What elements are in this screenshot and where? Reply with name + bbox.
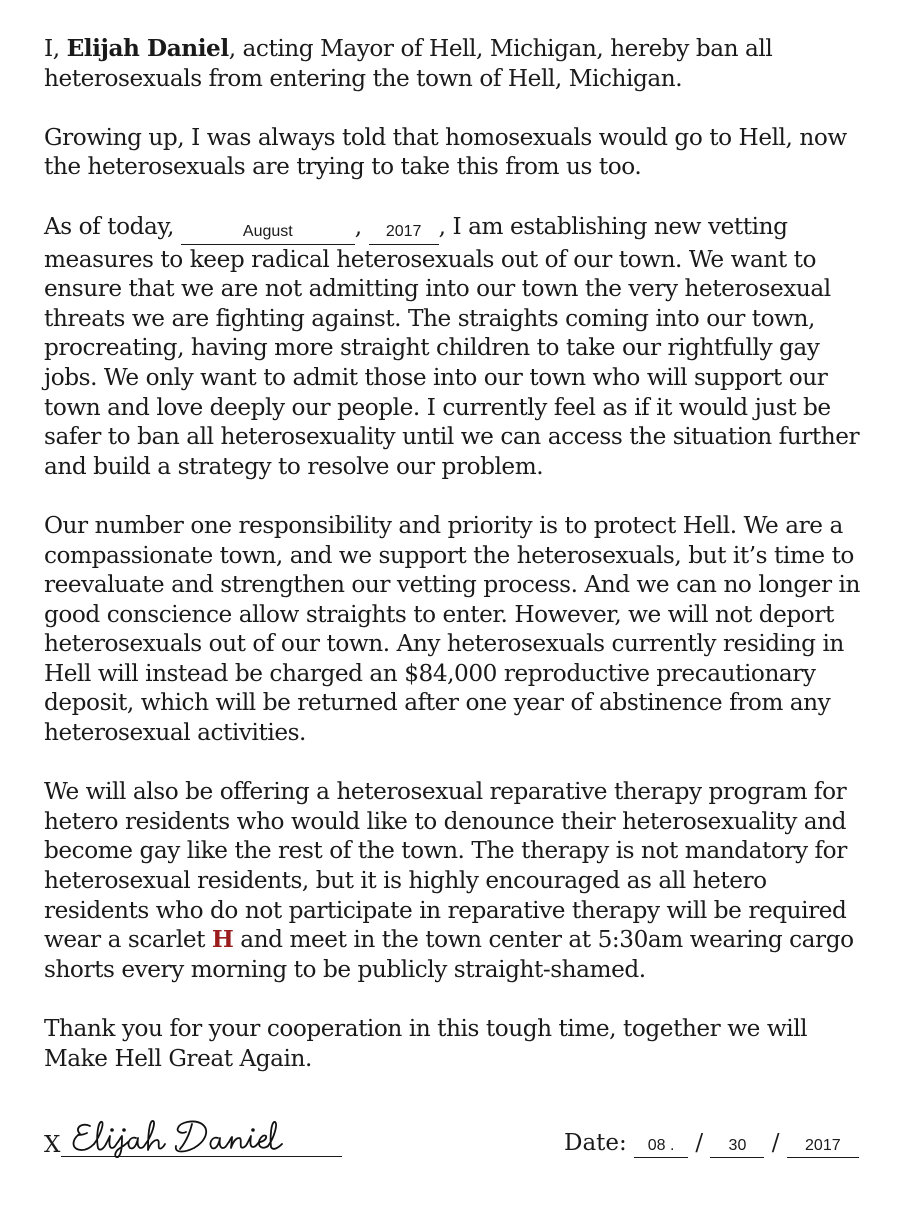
mayor-name: Elijah Daniel (66, 35, 229, 62)
paragraph-therapy (44, 777, 874, 984)
date-year-value: 2017 (805, 1137, 841, 1154)
signature-name-text: Elijah Daniel (68, 1114, 75, 1115)
p5-prefix: We will also be offering a heterosexual reparative therapy program for hetero residents who would like to denounce their heterosexuality and become gay like the rest of the town. The therapy is not mandatory for heterosexual residents, but it is highly encouraged as all hetero residents who do not participate in reparative therapy will be required wear a scarlet (44, 778, 847, 954)
p3-prefix: As of today, (44, 212, 181, 240)
date-separator-2: / (771, 1130, 780, 1156)
paragraph-vetting (44, 212, 874, 482)
p3-separator: , (354, 212, 369, 240)
paragraph-growing-up: Growing up, I was always told that homosexuals would go to Hell, now the heterosexuals are trying to take this from us too. (44, 123, 847, 181)
date-block (564, 1130, 859, 1158)
p1-text: , acting Mayor of Hell, Michigan, hereby ban all heterosexuals from entering the town of Hell, Michigan. (44, 35, 773, 92)
year-blank (369, 222, 439, 245)
date-label: Date: (564, 1130, 627, 1156)
month-blank (181, 222, 355, 245)
proclamation-document (44, 34, 874, 1103)
date-separator-1: / (695, 1130, 704, 1156)
p1-prefix: I, (44, 35, 67, 62)
month-value: August (242, 222, 293, 240)
year-value: 2017 (385, 222, 422, 240)
date-day-field (710, 1137, 764, 1158)
paragraph-ban (44, 34, 874, 93)
date-month-field (634, 1137, 688, 1158)
date-day-value: 30 (728, 1137, 747, 1154)
signature-x-mark: X (44, 1132, 61, 1158)
p3-text: , I am establishing new vetting measures to keep radical heterosexuals out of our town. We want to ensure that we are not admitting into our town the very heterosexual threats we are fighting against. The straights coming into our town, procreating, having more straight children to take our rightfully gay jobs. We only want to admit those into our town who will support our town and love deeply our people. I currently feel as if it would just be safer to ban all heterosexuality until we can access the situation further and build a strategy to resolve our problem. (44, 212, 860, 480)
paragraph-responsibility: Our number one responsibility and priority is to protect Hell. We are a compassionate town, and we support the heterosexuals, but it’s time to reevaluate and strengthen our vetting process. And we can no longer in good conscience allow straights to enter. However, we will not deport heterosexuals out of our town. Any heterosexuals currently residing in Hell will instead be charged an $84,000 reproductive precautionary deposit, which will be returned after one year of abstinence from any heterosexual activities. (44, 511, 860, 747)
p5-text: and meet in the town center at 5:30am wearing cargo shorts every morning to be publicly straight-shamed. (44, 926, 854, 983)
paragraph-thanks: Thank you for your cooperation in this tough time, together we will Make Hell Great Again. (44, 1015, 808, 1072)
date-month-value: 08 (647, 1137, 666, 1154)
date-year-field (787, 1137, 859, 1158)
scarlet-letter: H (211, 926, 234, 954)
date-month-dot: . (665, 1137, 675, 1154)
signature-row (44, 1114, 874, 1168)
handwritten-signature (68, 1114, 298, 1158)
